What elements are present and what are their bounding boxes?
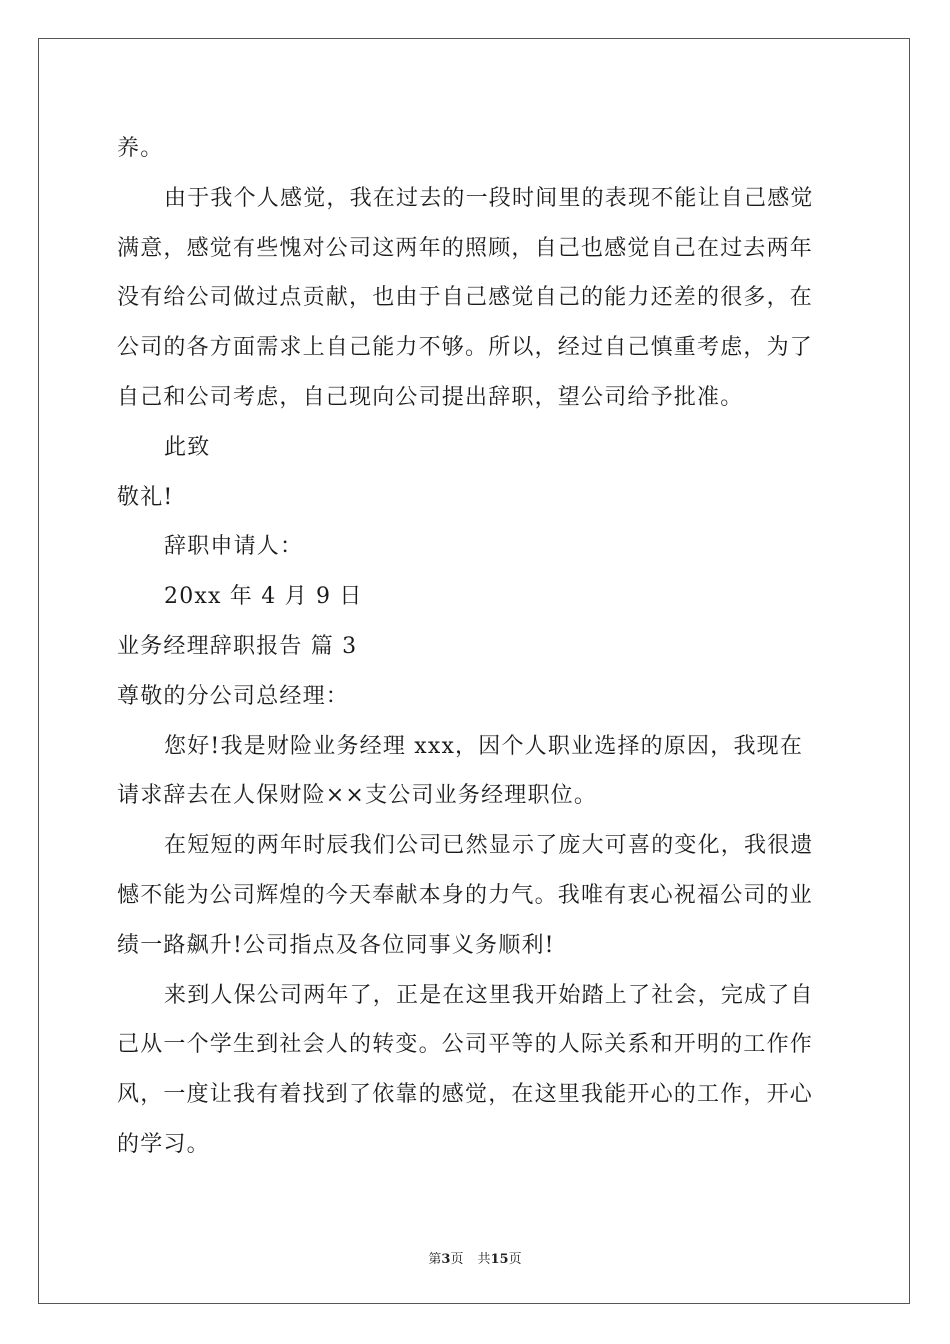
- text-line-18: 来到人保公司两年了，正是在这里我开始踏上了社会，完成了自: [164, 982, 814, 1008]
- text-line-3: 满意，感觉有些愧对公司这两年的照顾，自己也感觉自己在过去两年: [117, 235, 814, 261]
- document-body: [117, 124, 837, 1170]
- text-line-15: 在短短的两年时辰我们公司已然显示了庞大可喜的变化，我很遗: [164, 833, 814, 859]
- text-line-14: 请求辞去在人保财险××支公司业务经理职位。: [117, 783, 598, 809]
- text-line-21: 的学习。: [117, 1131, 210, 1157]
- text-line-17: 绩一路飙升!公司指点及各位同事义务顺利!: [117, 932, 555, 958]
- section-heading: 业务经理辞职报告 篇 3: [117, 633, 358, 659]
- text-line-2: 由于我个人感觉，我在过去的一段时间里的表现不能让自己感觉: [164, 185, 814, 211]
- salutation-jingli: 敬礼!: [117, 484, 174, 510]
- total-prefix: 共: [477, 1252, 491, 1267]
- text-line-13: 您好!我是财险业务经理 xxx，因个人职业选择的原因，我现在: [164, 733, 804, 759]
- page-footer: [0, 1248, 950, 1267]
- text-line-5: 公司的各方面需求上自己能力不够。所以，经过自己慎重考虑，为了: [117, 335, 814, 361]
- text-line-6: 自己和公司考虑，自己现向公司提出辞职，望公司给予批准。: [117, 384, 744, 410]
- recipient-line: 尊敬的分公司总经理：: [117, 683, 350, 709]
- page-suffix: 页: [450, 1252, 464, 1267]
- text-line-20: 风，一度让我有着找到了依靠的感觉，在这里我能开心的工作，开心: [117, 1082, 814, 1108]
- page-prefix: 第: [428, 1252, 442, 1267]
- total-suffix: 页: [508, 1252, 522, 1267]
- text-line-4: 没有给公司做过点贡献，也由于自己感觉自己的能力还差的很多，在: [117, 285, 814, 311]
- page-number: 3: [441, 1252, 451, 1267]
- date-line: 20xx 年 4 月 9 日: [164, 584, 363, 610]
- applicant-label: 辞职申请人：: [164, 534, 304, 560]
- text-line-19: 己从一个学生到社会人的转变。公司平等的人际关系和开明的工作作: [117, 1032, 814, 1058]
- salutation-cizhi: 此致: [164, 434, 211, 460]
- total-pages: 15: [490, 1252, 509, 1267]
- text-line-1: 养。: [117, 136, 164, 161]
- text-line-16: 憾不能为公司辉煌的今天奉献本身的力气。我唯有衷心祝福公司的业: [117, 882, 814, 908]
